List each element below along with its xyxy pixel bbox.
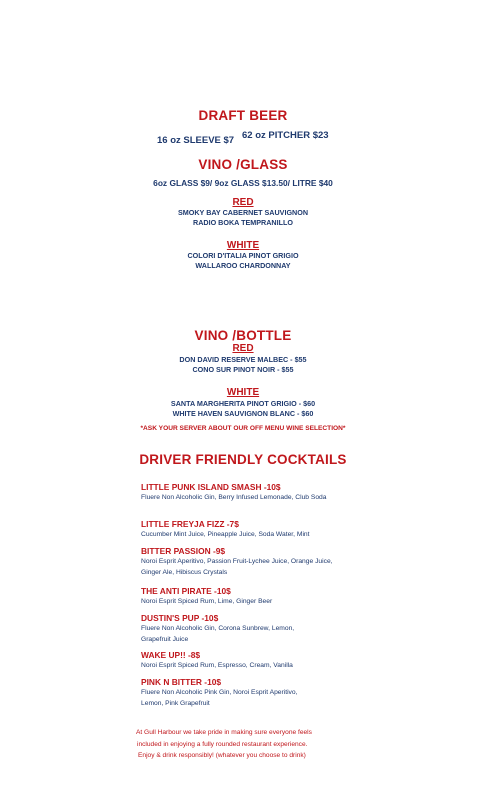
cocktail-item xyxy=(141,613,341,645)
bottle-white-wine-2: WHITE HAVEN SAUVIGNON BLANC - $60 xyxy=(172,409,314,418)
sleeve-price: 16 oz SLEEVE $7 xyxy=(157,135,235,146)
pitcher-price: 62 oz PITCHER $23 xyxy=(242,130,329,141)
bottle-red-wine-1: DON DAVID RESERVE MALBEC - $55 xyxy=(179,355,307,364)
bottle-white-wine-1: SANTA MARGHERITA PINOT GRIGIO - $60 xyxy=(170,399,316,408)
cocktail-item xyxy=(141,677,341,709)
off-menu-note: *ASK YOUR SERVER ABOUT OUR OFF MENU WINE SELECTION* xyxy=(140,425,346,432)
cocktail-name: PINK N BITTER -10$ xyxy=(141,677,222,687)
draft-beer-heading: DRAFT BEER xyxy=(198,108,288,123)
cocktails-heading: DRIVER FRIENDLY COCKTAILS xyxy=(139,452,347,467)
glass-white-wine-2: WALLAROO CHARDONNAY xyxy=(195,261,291,270)
cocktail-name: THE ANTI PIRATE -10$ xyxy=(141,586,231,596)
draft-beer-prices xyxy=(157,130,357,148)
cocktail-name: WAKE UP!! -8$ xyxy=(141,650,201,660)
bottle-red-label: RED xyxy=(232,343,254,354)
cocktail-description: Noroi Esprit Aperitivo, Passion Fruit-Lychee Juice, Orange Juice, Ginger Ale, Hibiscus Crystals xyxy=(141,558,333,576)
cocktail-description: Fluere Non Alcoholic Gin, Corona Sunbrew, Lemon, Grapefruit Juice xyxy=(141,625,295,643)
glass-red-label: RED xyxy=(232,197,254,208)
vino-bottle-heading: VINO /BOTTLE xyxy=(194,328,292,343)
footer-note xyxy=(136,727,376,762)
cocktail-name: LITTLE PUNK ISLAND SMASH -10$ xyxy=(141,482,281,492)
cocktail-item xyxy=(141,586,341,608)
cocktail-description: Noroi Esprit Spiced Rum, Espresso, Cream, Vanilla xyxy=(141,662,293,669)
glass-red-wine-1: SMOKY BAY CABERNET SAUVIGNON xyxy=(177,208,309,217)
cocktail-description: Cucumber Mint Juice, Pineapple Juice, Soda Water, Mint xyxy=(141,531,310,538)
glass-red-wine-2: RADIO BOKA TEMPRANILLO xyxy=(193,218,293,227)
footer-line-1: At Gull Harbour we take pride in making sure everyone feels xyxy=(136,729,312,736)
glass-white-label: WHITE xyxy=(226,240,260,251)
cocktail-name: BITTER PASSION -9$ xyxy=(141,546,226,556)
cocktail-description: Noroi Esprit Spiced Rum, Lime, Ginger Beer xyxy=(141,598,273,605)
cocktail-item xyxy=(141,482,341,504)
footer-line-2: included in enjoying a fully rounded restaurant experience. xyxy=(137,740,308,748)
cocktail-item xyxy=(141,546,341,578)
footer-line-3: Enjoy & drink responsibly! (whatever you choose to drink) xyxy=(138,752,306,759)
cocktail-description: Fluere Non Alcoholic Pink Gin, Noroi Esprit Aperitivo, Lemon, Pink Grapefruit xyxy=(141,689,298,707)
cocktail-item xyxy=(141,519,341,541)
cocktail-name: DUSTIN'S PUP -10$ xyxy=(141,613,219,623)
bottle-white-label: WHITE xyxy=(226,387,260,398)
cocktail-name: LITTLE FREYJA FIZZ -7$ xyxy=(141,519,239,529)
cocktail-description: Fluere Non Alcoholic Gin, Berry Infused Lemonade, Club Soda xyxy=(141,494,327,501)
glass-white-wine-1: COLORI D'ITALIA PINOT GRIGIO xyxy=(187,251,299,260)
vino-glass-heading: VINO /GLASS xyxy=(198,157,288,172)
vino-glass-prices: 6oz GLASS $9/ 9oz GLASS $13.50/ LITRE $40 xyxy=(153,178,333,188)
cocktail-item xyxy=(141,650,341,672)
bottle-red-wine-2: CONO SUR PINOT NOIR - $55 xyxy=(192,365,294,374)
